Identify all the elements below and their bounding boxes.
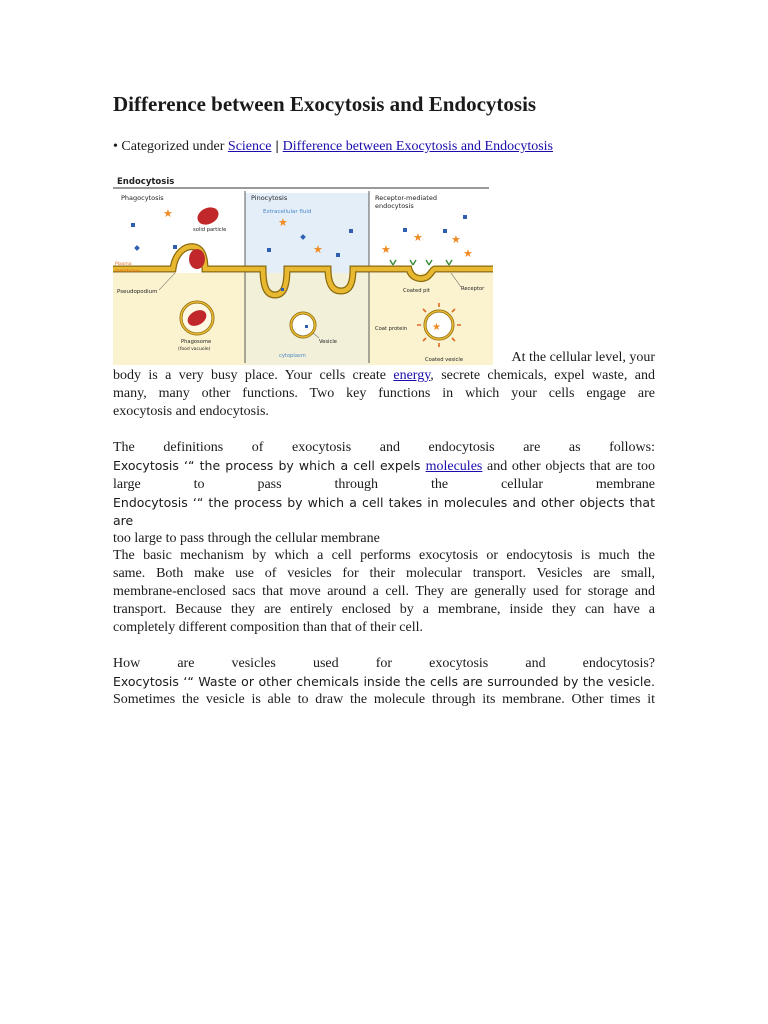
extracellular-fluid-label: Extracellular fluid — [263, 209, 312, 215]
engulfed-particle — [189, 249, 205, 269]
mechanism-line: membrane-enclosed sacs that move around a cell. They are generally used for storage and — [113, 584, 655, 599]
article-link[interactable]: Difference between Exocytosis and Endocytosis — [282, 139, 553, 154]
extracellular-fluid-area — [245, 193, 369, 278]
category-link-science[interactable]: Science — [227, 139, 272, 154]
page-title: Difference between Exocytosis and Endocytosis — [113, 92, 537, 116]
star-icon: ★ — [163, 207, 173, 220]
star-icon: ★ — [313, 243, 323, 256]
molecule-icon — [443, 229, 447, 233]
molecule-icon — [336, 253, 340, 257]
molecule-icon — [463, 215, 467, 219]
molecule-icon — [281, 288, 284, 291]
paragraph-vesicles — [113, 655, 655, 709]
molecule-icon — [403, 228, 407, 232]
category-line — [113, 138, 553, 155]
vesicles-question: How are vesicles used for exocytosis and endocytosis? — [113, 656, 655, 671]
molecules-link[interactable]: molecules — [425, 459, 483, 474]
receptor-mediated-label: Receptor-mediated — [375, 194, 437, 202]
pinocytosis-label: Pinocytosis — [251, 194, 288, 202]
vesicle-label: Vesicle — [319, 339, 337, 345]
phagocytosis-label: Phagocytosis — [121, 194, 164, 202]
definitions-line: The definitions of exocytosis and endocytosis are as follows: — [113, 440, 655, 455]
molecule-icon — [267, 248, 271, 252]
definitions-line: large to pass through the cellular membrane — [113, 477, 655, 492]
definitions-line: too large to pass through the cellular membrane — [113, 531, 380, 546]
star-icon: ★ — [381, 243, 391, 256]
molecule-icon — [131, 223, 135, 227]
star-icon: ★ — [278, 216, 288, 229]
svg-text:★: ★ — [432, 322, 441, 333]
star-icon: ★ — [463, 247, 473, 260]
coated-pit-label: Coated pit — [403, 288, 430, 294]
star-icon: ★ — [413, 231, 423, 244]
pseudopodium-label: Pseudopodium — [117, 289, 158, 295]
endocytosis-diagram — [113, 173, 493, 365]
coat-protein-label: Coat protein — [375, 326, 408, 332]
intro-line: exocytosis and endocytosis. — [113, 404, 269, 419]
mechanism-line: transport. Because they are entirely enclosed by a membrane, inside they can have a — [113, 602, 655, 617]
plasma-label: Plasma — [115, 262, 132, 267]
paragraph-intro — [113, 349, 655, 421]
bullet: • — [113, 139, 118, 154]
categorized-label: Categorized under — [121, 139, 225, 154]
receptor-label: Receptor — [461, 286, 485, 292]
molecule-icon — [173, 245, 177, 249]
vesicles-line: Exocytosis ‘“ Waste or other chemicals inside the cells are surrounded by the vesicle. — [113, 674, 655, 689]
membrane-label: membrane — [115, 269, 141, 274]
vesicles-line: Sometimes the vesicle is able to draw the molecule through its membrane. Other times it — [113, 692, 655, 707]
energy-link[interactable]: energy — [393, 368, 431, 383]
mechanism-line: The basic mechanism by which a cell performs exocytosis or endocytosis is much the — [113, 548, 655, 563]
intro-first-line: At the cellular level, your — [511, 350, 655, 365]
paragraph-mechanism — [113, 547, 655, 637]
intro-line: body is a very busy place. Your cells create energy, secrete chemicals, expel waste, and — [113, 368, 655, 383]
exocytosis-definition: Exocytosis ‘“ the process by which a cell expels molecules and other objects that are too — [113, 458, 656, 474]
cytoplasm-label: cytoplasm — [279, 353, 306, 359]
mechanism-line: same. Both make use of vesicles for their molecular transport. Vesicles are small, — [113, 566, 655, 581]
paragraph-definitions — [113, 439, 655, 548]
coated-vesicle-label: Coated vesicle — [425, 357, 464, 363]
star-icon: ★ — [451, 233, 461, 246]
diagram-heading: Endocytosis — [117, 177, 175, 187]
food-vacuole-label: (food vacuole) — [178, 347, 211, 352]
endocytosis-definition: Endocytosis ‘“ the process by which a cell takes in molecules and other objects that are — [113, 495, 655, 528]
separator: | — [274, 138, 280, 153]
solid-particle-label: solid particle — [193, 227, 227, 233]
mechanism-line: completely different composition than that of their cell. — [113, 620, 423, 635]
receptor-mediated-label-2: endocytosis — [375, 202, 414, 210]
intro-line: many, many other functions. Two key functions in which your cells engage are — [113, 386, 655, 401]
molecule-icon — [349, 229, 353, 233]
phagosome-label: Phagosome — [181, 339, 212, 345]
